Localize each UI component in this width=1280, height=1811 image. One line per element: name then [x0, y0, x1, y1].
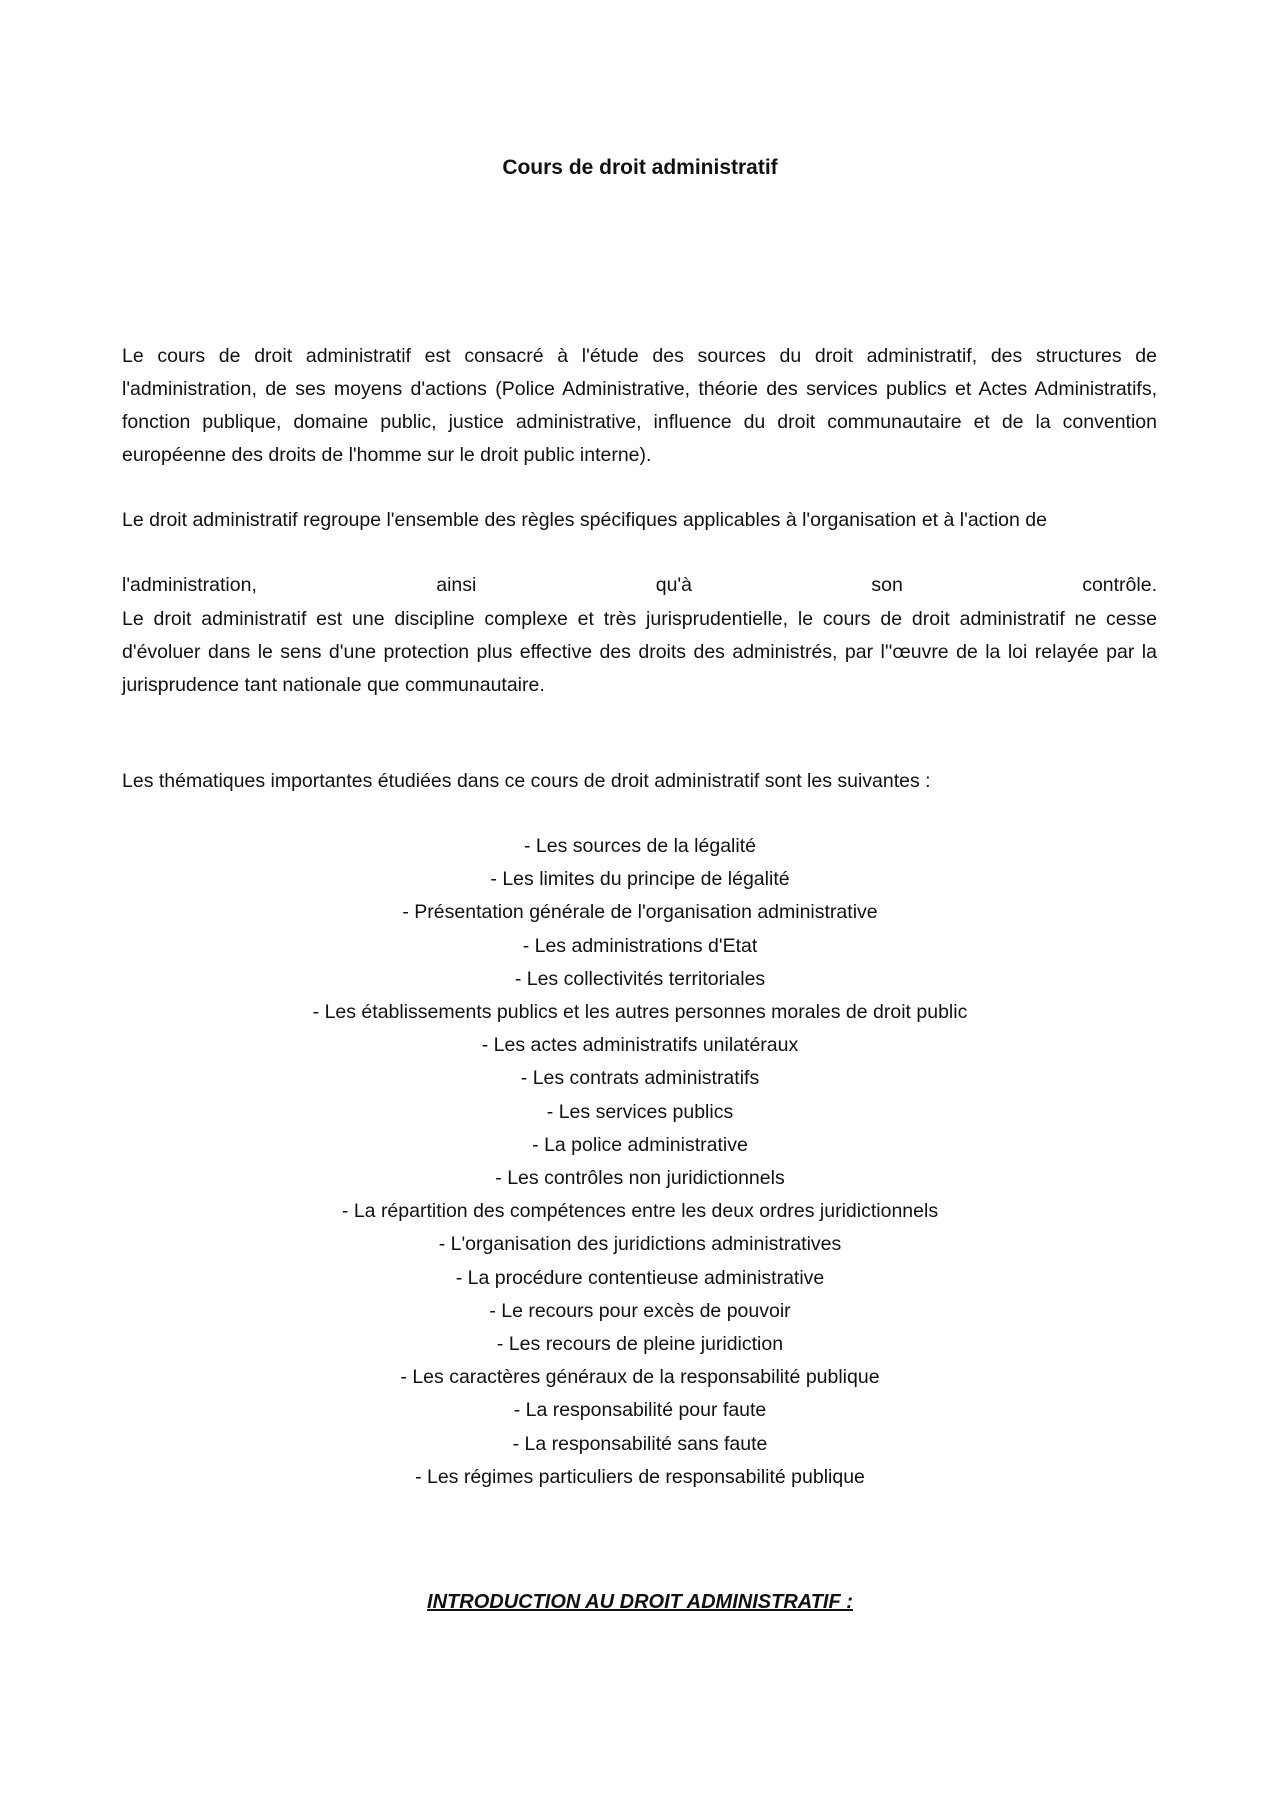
- list-item: - Les collectivités territoriales: [514, 967, 766, 990]
- topics-list: [0, 830, 1280, 1494]
- definition-paragraph-line-1: Le droit administratif regroupe l'ensemble des règles spécifiques applicables à l'organisation et à l'action de: [122, 509, 1047, 531]
- list-item: - Les régimes particuliers de responsabilité publique: [415, 1465, 865, 1488]
- list-item: - Les caractères généraux de la responsabilité publique: [400, 1366, 880, 1389]
- list-item: - La responsabilité pour faute: [513, 1399, 767, 1422]
- list-item: - La procédure contentieuse administrative: [455, 1266, 825, 1289]
- list-item: - La responsabilité sans faute: [512, 1432, 768, 1455]
- list-item: - Le recours pour excès de pouvoir: [489, 1299, 791, 1322]
- list-item: - Les sources de la légalité: [524, 835, 756, 857]
- list-item: - Les actes administratifs unilatéraux: [481, 1034, 799, 1057]
- list-item: - La police administrative: [532, 1133, 748, 1156]
- list-item: - Les recours de pleine juridiction: [496, 1333, 784, 1356]
- evolution-paragraph: Le droit administratif est une discipline complexe et très jurisprudentielle, le cours de droit administratif ne cesse d'évoluer dans le sens d'une protection plus effective des droits des administrés, par l''œuvre de la loi relayée par la jurisprudence tant nationale que communautaire.: [122, 608, 1157, 696]
- list-item: - Les services publics: [546, 1100, 734, 1123]
- definition-paragraph-line-2: l'administration, ainsi qu'à son contrôle.: [122, 574, 1157, 596]
- list-item: - Les administrations d'Etat: [522, 934, 758, 957]
- document-title: Cours de droit administratif: [502, 156, 778, 179]
- list-item: - Les contrats administratifs: [520, 1067, 760, 1090]
- list-item: - Présentation générale de l'organisation administrative: [402, 901, 878, 924]
- intro-paragraph: Le cours de droit administratif est consacré à l'étude des sources du droit administratif, des structures de l'administration, de ses moyens d'actions (Police Administrative, théorie des services publics et Actes Administratifs, fonction publique, domaine public, justice administrative, influence du droit communautaire et de la convention européenne des droits de l'homme sur le droit public interne).: [122, 345, 1157, 466]
- section-heading: INTRODUCTION AU DROIT ADMINISTRATIF :: [427, 1591, 853, 1613]
- list-item: - Les limites du principe de légalité: [490, 868, 790, 891]
- list-item: - La répartition des compétences entre les deux ordres juridictionnels: [341, 1200, 939, 1223]
- list-item: - L'organisation des juridictions administratives: [438, 1233, 842, 1256]
- list-item: - Les contrôles non juridictionnels: [495, 1167, 785, 1190]
- list-item: - Les établissements publics et les autres personnes morales de droit public: [312, 1001, 968, 1024]
- topics-intro: Les thématiques importantes étudiées dans ce cours de droit administratif sont les suivantes :: [122, 770, 931, 792]
